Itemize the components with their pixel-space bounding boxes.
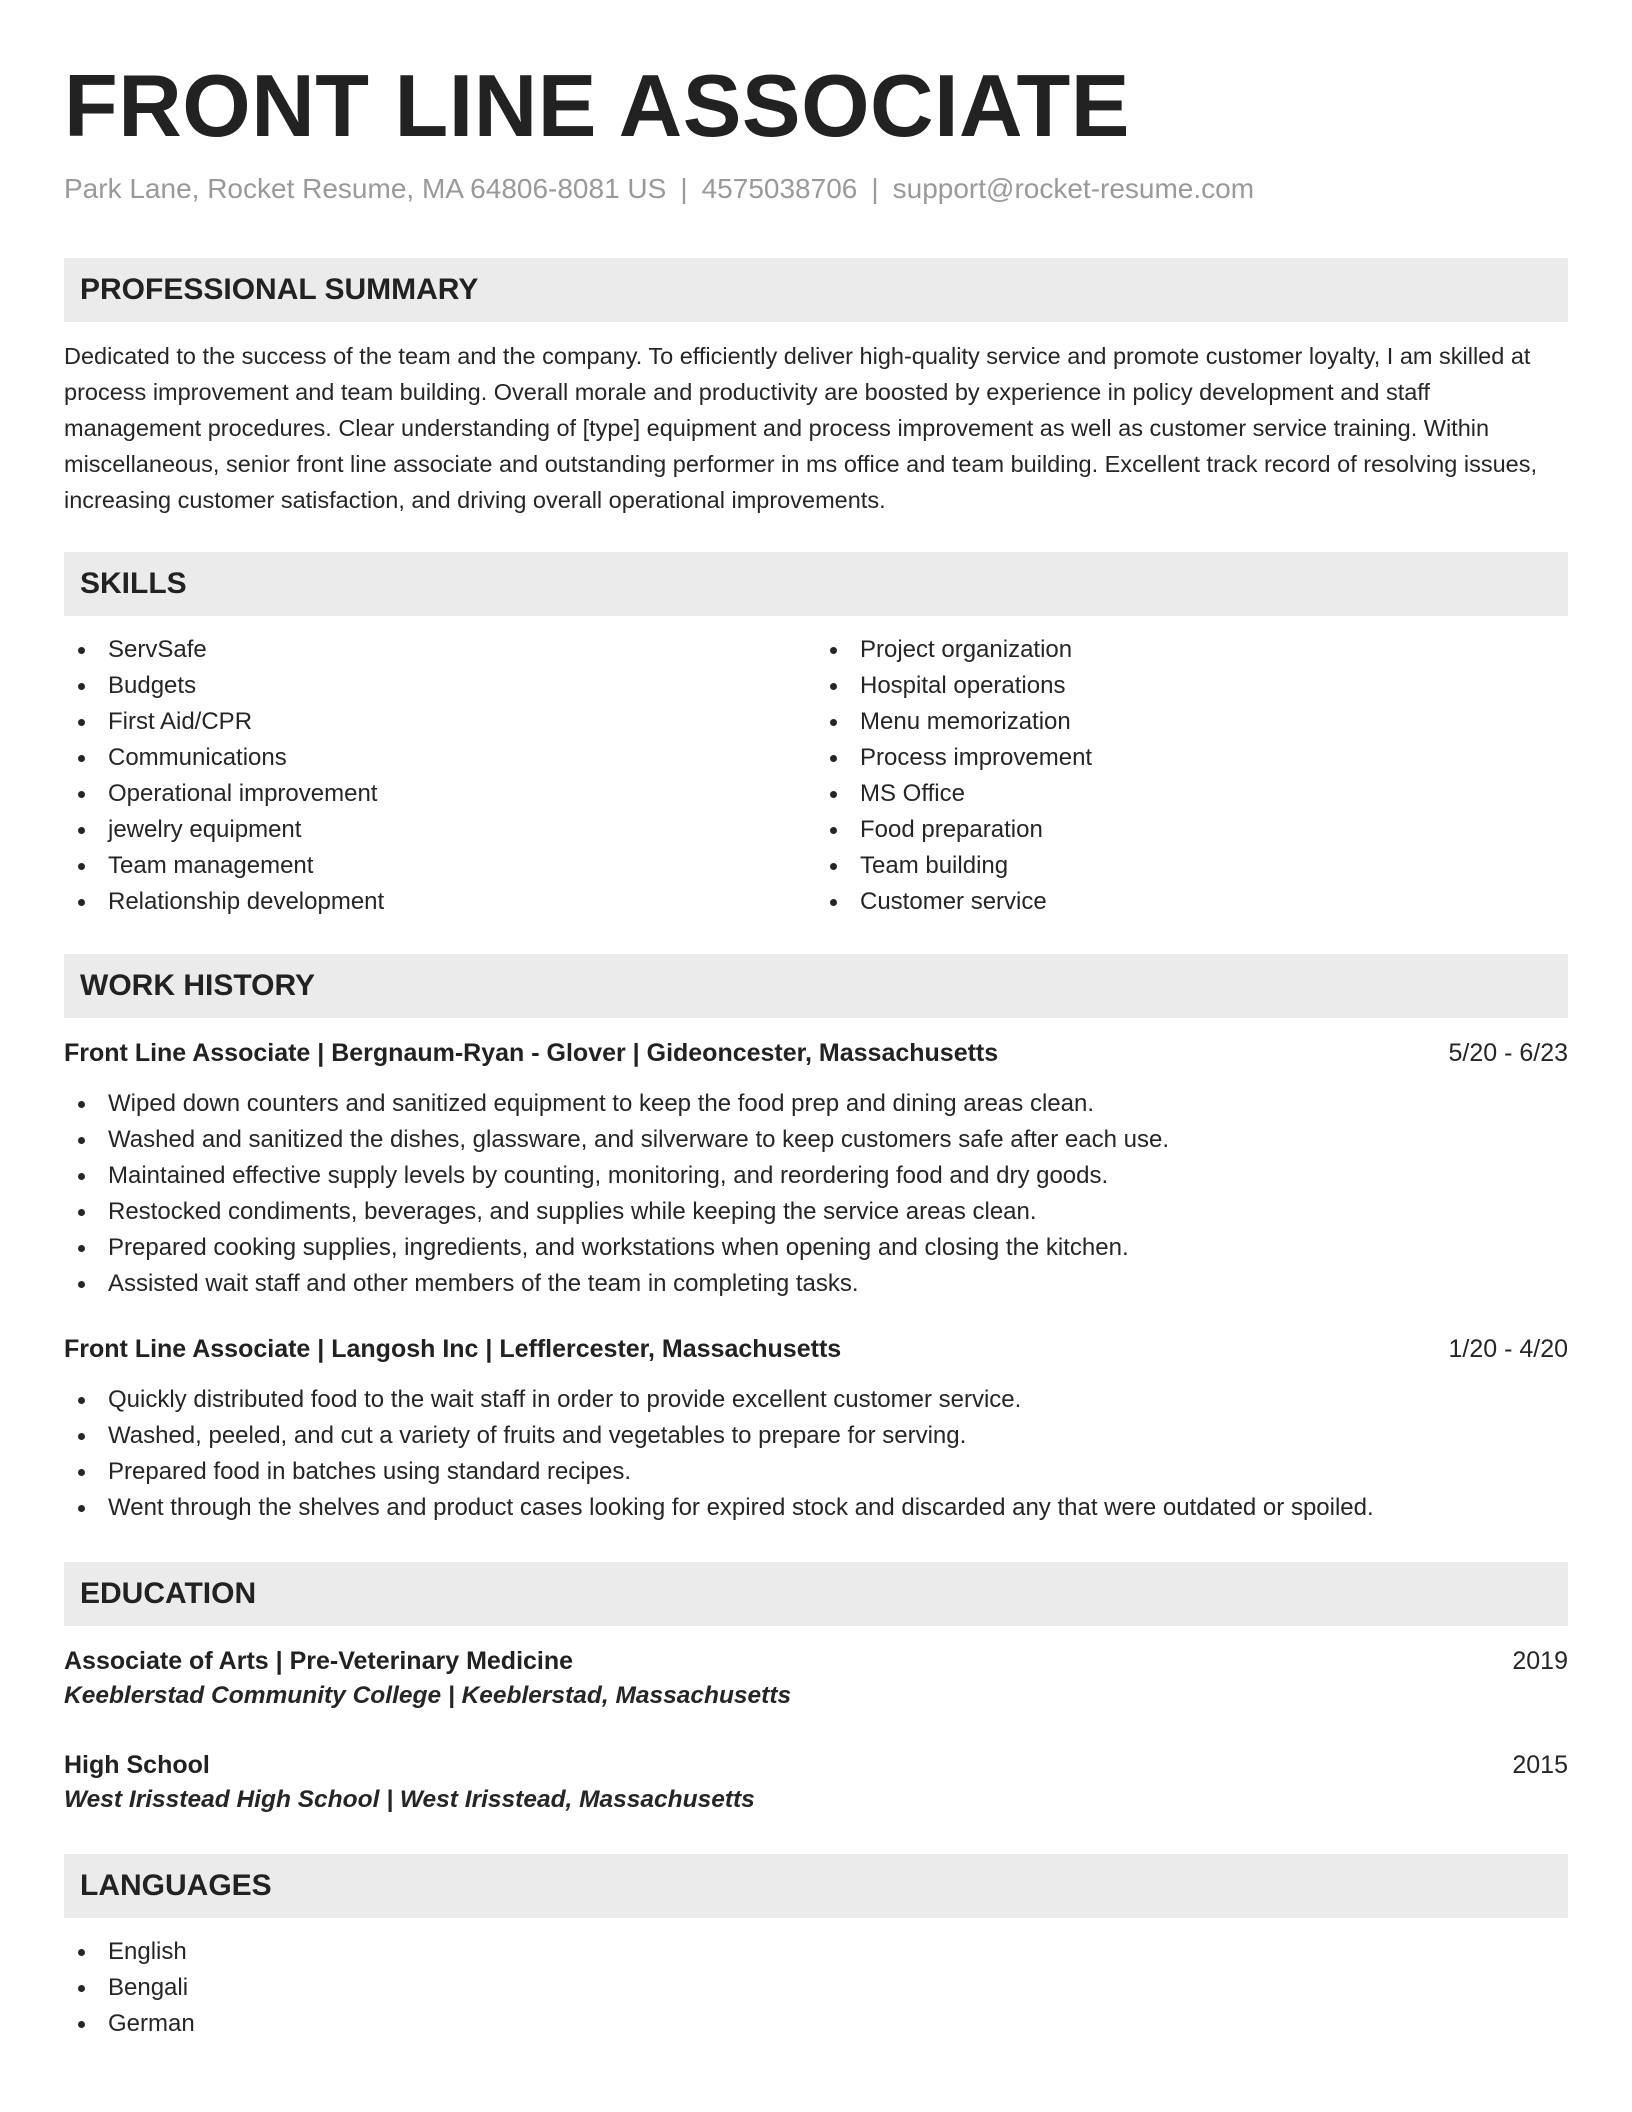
skills-left-column	[64, 632, 816, 920]
skill-item: Hospital operations	[816, 668, 1568, 704]
summary-heading: PROFESSIONAL SUMMARY	[64, 258, 1568, 322]
languages-heading: LANGUAGES	[64, 1854, 1568, 1918]
education-header	[64, 1644, 1568, 1678]
skill-item: MS Office	[816, 776, 1568, 812]
job-dates: 1/20 - 4/20	[1448, 1335, 1568, 1363]
skill-item: First Aid/CPR	[64, 704, 816, 740]
duty-item: Went through the shelves and product cases looking for expired stock and discarded any that were outdated or spoiled.	[64, 1490, 1568, 1526]
skill-item: Communications	[64, 740, 816, 776]
job-entry	[64, 1036, 1568, 1302]
skill-item: Process improvement	[816, 740, 1568, 776]
skill-item: Menu memorization	[816, 704, 1568, 740]
job-duties	[64, 1086, 1568, 1302]
skill-item: Team management	[64, 848, 816, 884]
duty-item: Quickly distributed food to the wait staff in order to provide excellent customer service.	[64, 1382, 1568, 1418]
phone: 4575038706	[701, 173, 858, 204]
education-entry	[64, 1644, 1568, 1714]
job-dates: 5/20 - 6/23	[1448, 1039, 1568, 1067]
skill-item: ServSafe	[64, 632, 816, 668]
school: Keeblerstad Community College | Keeblerstad, Massachusetts	[64, 1682, 792, 1709]
skills-list	[64, 632, 1568, 920]
school: West Irisstead High School | West Irisstead, Massachusetts	[64, 1786, 755, 1813]
skill-item: Food preparation	[816, 812, 1568, 848]
language-item: English	[64, 1934, 1568, 1970]
job-title: Front Line Associate | Bergnaum-Ryan - Glover | Gideoncester, Massachusetts	[64, 1039, 999, 1067]
education-heading: EDUCATION	[64, 1562, 1568, 1626]
separator: |	[871, 173, 879, 204]
contact-line	[64, 172, 1568, 206]
duty-item: Prepared cooking supplies, ingredients, and workstations when opening and closing the kitchen.	[64, 1230, 1568, 1266]
job-duties	[64, 1382, 1568, 1526]
language-item: Bengali	[64, 1970, 1568, 2006]
duty-item: Assisted wait staff and other members of the team in completing tasks.	[64, 1266, 1568, 1302]
graduation-year: 2015	[1512, 1751, 1568, 1779]
job-entry	[64, 1332, 1568, 1526]
skill-item: Team building	[816, 848, 1568, 884]
duty-item: Washed and sanitized the dishes, glassware, and silverware to keep customers safe after each use.	[64, 1122, 1568, 1158]
duty-item: Prepared food in batches using standard recipes.	[64, 1454, 1568, 1490]
skill-item: Budgets	[64, 668, 816, 704]
job-title: Front Line Associate | Langosh Inc | Lefflercester, Massachusetts	[64, 1335, 842, 1363]
separator: |	[680, 173, 688, 204]
skill-item: Project organization	[816, 632, 1568, 668]
work-history-heading: WORK HISTORY	[64, 954, 1568, 1018]
skills-heading: SKILLS	[64, 552, 1568, 616]
education-entry	[64, 1748, 1568, 1818]
job-header	[64, 1332, 1568, 1366]
degree: Associate of Arts | Pre-Veterinary Medicine	[64, 1647, 574, 1675]
job-header	[64, 1036, 1568, 1070]
language-item: German	[64, 2006, 1568, 2042]
duty-item: Restocked condiments, beverages, and supplies while keeping the service areas clean.	[64, 1194, 1568, 1230]
skill-item: Relationship development	[64, 884, 816, 920]
skill-item: Customer service	[816, 884, 1568, 920]
education-header	[64, 1748, 1568, 1782]
summary-text: Dedicated to the success of the team and the company. To efficiently deliver high-quality service and promote customer loyalty, I am skilled at process improvement and team building. Overall morale and productivity are boosted by experience in policy development and staff management procedures. Clear understanding of [type] equipment and process improvement as well as customer service training. Within miscellaneous, senior front line associate and outstanding performer in ms office and team building. Excellent track record of resolving issues, increasing customer satisfaction, and driving overall operational improvements.	[64, 343, 1537, 513]
duty-item: Maintained effective supply levels by counting, monitoring, and reordering food and dry goods.	[64, 1158, 1568, 1194]
skills-right-column	[816, 632, 1568, 920]
email-link[interactable]: support@rocket-resume.com	[892, 173, 1255, 204]
degree: High School	[64, 1751, 210, 1779]
graduation-year: 2019	[1512, 1647, 1568, 1675]
skill-item: jewelry equipment	[64, 812, 816, 848]
address: Park Lane, Rocket Resume, MA 64806-8081 US	[64, 173, 667, 204]
skill-item: Operational improvement	[64, 776, 816, 812]
duty-item: Wiped down counters and sanitized equipment to keep the food prep and dining areas clean.	[64, 1086, 1568, 1122]
candidate-name: FRONT LINE ASSOCIATE	[64, 56, 1130, 155]
duty-item: Washed, peeled, and cut a variety of fruits and vegetables to prepare for serving.	[64, 1418, 1568, 1454]
languages-list	[64, 1934, 1568, 2042]
